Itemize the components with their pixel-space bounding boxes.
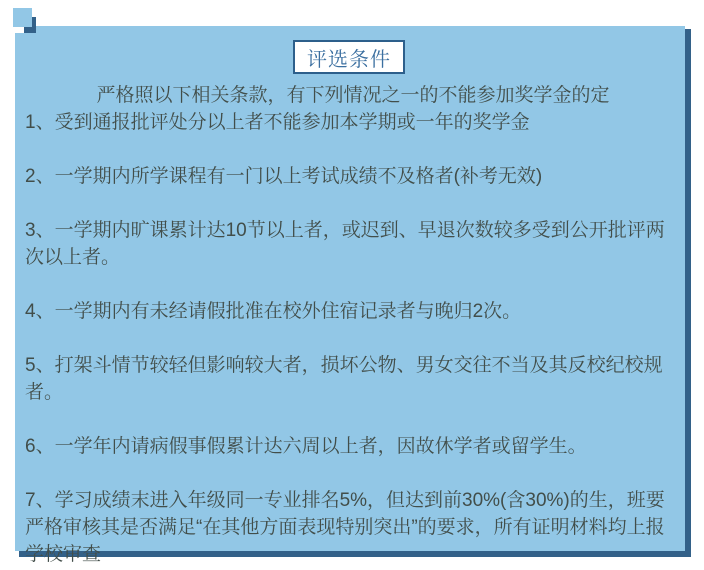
criteria-item-3: 3、一学期内旷课累计达10节以上者，或迟到、早退次数较多受到公开批评两次以上者。 [25,220,665,268]
criteria-item-4: 4、一学期内有未经请假批准在校外住宿记录者与晚归2次。 [25,301,522,322]
panel-shadow-right [685,29,691,557]
criteria-item-7: 7、学习成绩末进入年级同一专业排名5%，但达到前30%(含30%)的生，班要严格审核其是否满足“在其他方面表现特别突出”的要求，所有证明材料均上报学校审查 [25,490,665,565]
page-title: 评选条件 [307,48,391,71]
intro-line: 严格照以下相关条款，有下列情况之一的不能参加奖学金的定 [96,85,610,106]
criteria-item-1: 1、受到通报批评处分以上者不能参加本学期或一年的奖学金 [25,112,530,133]
criteria-item-5: 5、打架斗情节较轻但影响较大者，损坏公物、男女交往不当及其反校纪校规者。 [25,355,663,403]
criteria-list [25,82,681,568]
title-box [293,40,405,74]
corner-decor-square-icon [13,8,32,27]
criteria-item-2: 2、一学期内所学课程有一门以上考试成绩不及格者(补考无效) [25,166,543,187]
criteria-item-6: 6、一学年内请病假事假累计达六周以上者，因故休学者或留学生。 [25,436,587,457]
